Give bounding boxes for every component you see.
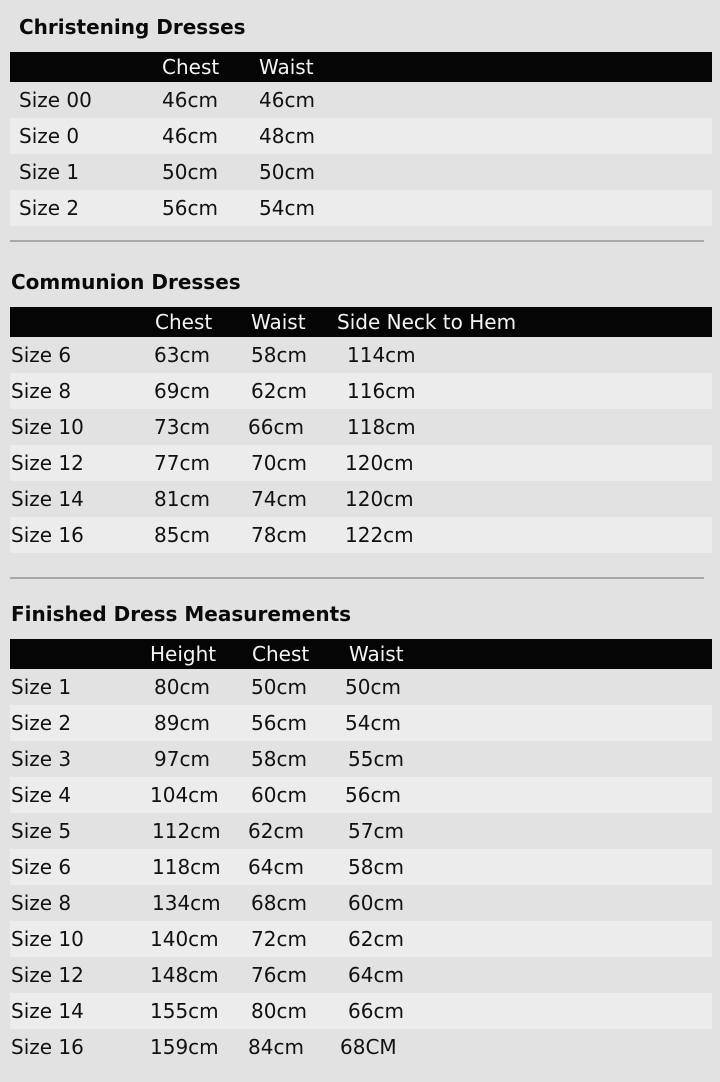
length-cell: 122cm: [345, 523, 414, 547]
waist-cell: 58cm: [348, 855, 404, 879]
table-header: [10, 52, 712, 82]
height-cell: 104cm: [150, 783, 219, 807]
waist-cell: 68CM: [340, 1035, 397, 1059]
size-cell: Size 10: [11, 415, 84, 439]
height-cell: 155cm: [150, 999, 219, 1023]
waist-cell: 50cm: [345, 675, 401, 699]
length-cell: 118cm: [347, 415, 416, 439]
section-divider: [10, 577, 704, 579]
christening-table: [10, 52, 712, 226]
size-cell: Size 10: [11, 927, 84, 951]
table-row: [10, 705, 712, 741]
table-row: [10, 669, 712, 705]
size-cell: Size 8: [11, 891, 72, 915]
chest-cell: 69cm: [154, 379, 210, 403]
table-row: [10, 957, 712, 993]
chest-cell: 80cm: [251, 999, 307, 1023]
header-height: Height: [150, 642, 217, 666]
table-row: [10, 885, 712, 921]
size-cell: Size 14: [11, 487, 84, 511]
chest-cell: 46cm: [162, 88, 218, 112]
height-cell: 148cm: [150, 963, 219, 987]
waist-cell: 55cm: [348, 747, 404, 771]
chest-cell: 50cm: [162, 160, 218, 184]
height-cell: 80cm: [154, 675, 210, 699]
header-waist: Waist: [349, 642, 404, 666]
table-row: [10, 481, 712, 517]
height-cell: 140cm: [150, 927, 219, 951]
waist-cell: 74cm: [251, 487, 307, 511]
size-cell: Size 4: [11, 783, 72, 807]
table-row: [10, 741, 712, 777]
waist-cell: 66cm: [248, 415, 304, 439]
header-chest: Chest: [252, 642, 310, 666]
size-cell: Size 6: [11, 343, 72, 367]
length-cell: 120cm: [345, 487, 414, 511]
waist-cell: 50cm: [259, 160, 315, 184]
communion-title: Communion Dresses: [11, 270, 241, 294]
size-cell: Size 1: [11, 675, 72, 699]
waist-cell: 62cm: [251, 379, 307, 403]
waist-cell: 78cm: [251, 523, 307, 547]
header-chest: Chest: [155, 310, 213, 334]
table-row: [10, 337, 712, 373]
chest-cell: 73cm: [154, 415, 210, 439]
chest-cell: 77cm: [154, 451, 210, 475]
height-cell: 89cm: [154, 711, 210, 735]
table-row: [10, 373, 712, 409]
chest-cell: 63cm: [154, 343, 210, 367]
size-cell: Size 12: [11, 451, 84, 475]
chest-cell: 85cm: [154, 523, 210, 547]
height-cell: 112cm: [152, 819, 221, 843]
header-chest: Chest: [162, 55, 220, 79]
size-cell: Size 0: [19, 124, 80, 148]
chest-cell: 62cm: [248, 819, 304, 843]
chest-cell: 76cm: [251, 963, 307, 987]
length-cell: 120cm: [345, 451, 414, 475]
table-row: [10, 82, 712, 118]
waist-cell: 48cm: [259, 124, 315, 148]
size-cell: Size 3: [11, 747, 72, 771]
chest-cell: 46cm: [162, 124, 218, 148]
waist-cell: 54cm: [259, 196, 315, 220]
chest-cell: 84cm: [248, 1035, 304, 1059]
waist-cell: 62cm: [348, 927, 404, 951]
size-cell: Size 16: [11, 523, 84, 547]
header-waist: Waist: [259, 55, 314, 79]
size-cell: Size 6: [11, 855, 72, 879]
chest-cell: 60cm: [251, 783, 307, 807]
waist-cell: 57cm: [348, 819, 404, 843]
header-side-neck-to-hem: Side Neck to Hem: [337, 310, 517, 334]
waist-cell: 54cm: [345, 711, 401, 735]
table-row: [10, 409, 712, 445]
finished-title: Finished Dress Measurements: [11, 602, 352, 626]
size-cell: Size 2: [11, 711, 72, 735]
chest-cell: 72cm: [251, 927, 307, 951]
table-row: [10, 993, 712, 1029]
table-row: [10, 777, 712, 813]
waist-cell: 56cm: [345, 783, 401, 807]
table-row: [10, 445, 712, 481]
waist-cell: 60cm: [348, 891, 404, 915]
height-cell: 134cm: [152, 891, 221, 915]
table-row: [10, 1029, 712, 1065]
table-header: [10, 307, 712, 337]
table-row: [10, 921, 712, 957]
size-cell: Size 16: [11, 1035, 84, 1059]
chest-cell: 81cm: [154, 487, 210, 511]
height-cell: 118cm: [152, 855, 221, 879]
table-row: [10, 190, 712, 226]
length-cell: 116cm: [347, 379, 416, 403]
table-row: [10, 517, 712, 553]
table-row: [10, 849, 712, 885]
height-cell: 159cm: [150, 1035, 219, 1059]
size-cell: Size 14: [11, 999, 84, 1023]
size-cell: Size 1: [19, 160, 80, 184]
finished-table: [10, 639, 712, 1065]
chest-cell: 68cm: [251, 891, 307, 915]
size-cell: Size 5: [11, 819, 72, 843]
table-row: [10, 813, 712, 849]
size-cell: Size 00: [19, 88, 92, 112]
header-waist: Waist: [251, 310, 306, 334]
chest-cell: 50cm: [251, 675, 307, 699]
length-cell: 114cm: [347, 343, 416, 367]
chest-cell: 56cm: [162, 196, 218, 220]
christening-title: Christening Dresses: [19, 15, 246, 39]
waist-cell: 70cm: [251, 451, 307, 475]
table-row: [10, 118, 712, 154]
waist-cell: 46cm: [259, 88, 315, 112]
size-cell: Size 8: [11, 379, 72, 403]
waist-cell: 58cm: [251, 343, 307, 367]
size-cell: Size 2: [19, 196, 80, 220]
table-header: [10, 639, 712, 669]
section-divider: [10, 240, 704, 242]
height-cell: 97cm: [154, 747, 210, 771]
waist-cell: 64cm: [348, 963, 404, 987]
chest-cell: 64cm: [248, 855, 304, 879]
waist-cell: 66cm: [348, 999, 404, 1023]
size-cell: Size 12: [11, 963, 84, 987]
chest-cell: 58cm: [251, 747, 307, 771]
communion-table: [10, 307, 712, 553]
table-row: [10, 154, 712, 190]
chest-cell: 56cm: [251, 711, 307, 735]
